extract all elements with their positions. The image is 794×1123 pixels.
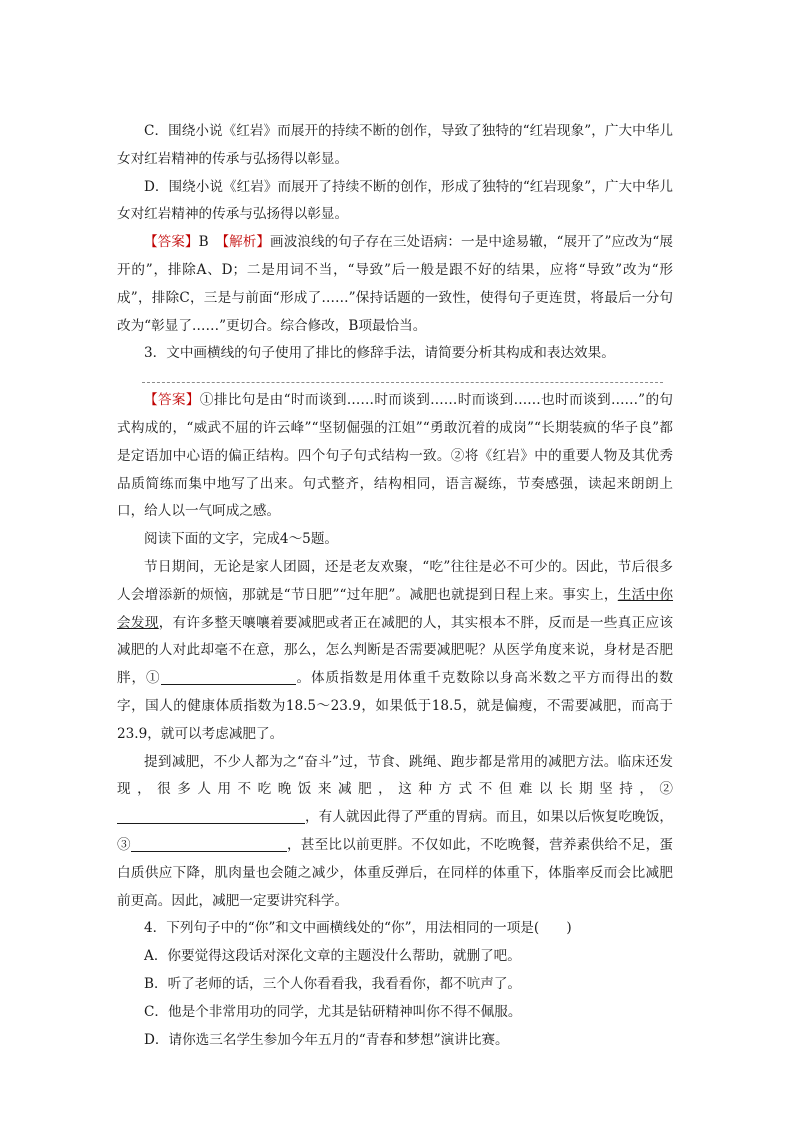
q3-answer-text: ①排比句是由“时而谈到……时而谈到……时而谈到……也时而谈到……”的句式构成的，“威武不屈的许云峰”“坚韧倔强的江姐”“勇敢沉着的成岗”“长期装疯的华子良”都是定语加中心语的偏正结构。四个句子句式结构一致。②将《红岩》中的重要人物及其优秀品质简练而集中地写了出来。句式整齐，结构相同，语言凝练，节奏感强，读起来朗朗上口，给人以一气呵成之感。 xyxy=(117,392,674,520)
p2-text-b: ，有人就因此得了严重的胃病。而且，如果以后恢复吃晚饭，③ xyxy=(117,809,673,853)
p2-text-c: ，甚至比以前更胖。不仅如此，不吃晚餐，营养素供给不足，蛋白质供应下降，肌肉量也会随之减少，体重反弹后，在同样的体重下，体脂率反而会比减肥前更高。因此，减肥一定要讲究科学。 xyxy=(117,836,674,909)
analysis-text: 画波浪线的句子存在三处语病：一是中途易辙，“展开了”应改为“展开的”，排除A、D；二是用词不当，“导致”后一般是跟不好的结果，应将“导致”改为“形成”，排除C，三是与前面“形成了……”保持话题的一致性，使得句子更连贯，将最后一分句改为“彰显了……”更切合。综合修改，B项最恰当。 xyxy=(117,234,673,334)
p2-text-a: 提到减肥，不少人都为之“奋斗”过，节食、跳绳、跑步都是常用的减肥方法。临床还发现，很多人用不吃晚饭来减肥，这种方式不但难以长期坚持，② xyxy=(117,753,673,798)
q2-option-c: C．围绕小说《红岩》而展开的持续不断的创作，导致了独特的“红岩现象”，广大中华儿女对红岩精神的传承与弘扬得以彰显。 xyxy=(117,123,673,167)
passage-paragraph-1 xyxy=(117,554,673,749)
p1-text-c: 。体质指数是用体重千克数除以身高米数之平方而得出的数字，国人的健康体质指数为18.5～23.9，如果低于18.5，就是偏瘦，不需要减肥，而高于23.9，就可以考虑减肥了。 xyxy=(117,670,674,742)
q4-question: 4．下列句子中的“你”和文中画横线处的“你”，用法相同的一项是( ) xyxy=(144,920,572,937)
p1-text-b: ，有许多整天嚷嚷着要减肥或者正在减肥的人，其实根本不胖，反而是一些真正应该减肥的人对此却毫不在意，那么，怎么判断是否需要减肥呢？从医学角度来说，身材是否肥胖，① xyxy=(117,614,674,687)
q3-answer xyxy=(117,387,673,526)
answer-value: B xyxy=(198,234,223,251)
document-body xyxy=(117,118,673,1054)
q4-option-d: D．请你选三名学生参加今年五月的“青春和梦想”演讲比赛。 xyxy=(144,1031,509,1048)
q2-answer-analysis xyxy=(117,229,673,340)
passage-paragraph-2 xyxy=(117,749,673,916)
q4-option-c: C．他是个非常用功的同学，尤其是钻研精神叫你不得不佩服。 xyxy=(144,1003,522,1020)
q3-question: 3．文中画横线的句子使用了排比的修辞手法，请简要分析其构成和表达效果。 xyxy=(144,345,615,362)
analysis-tag: 【解析】 xyxy=(222,234,271,251)
answer-tag: 【答案】 xyxy=(144,392,200,409)
reading-intro: 阅读下面的文字，完成4～5题。 xyxy=(144,531,339,548)
answer-tag: 【答案】 xyxy=(144,234,199,251)
q2-option-d: D．围绕小说《红岩》而展开了持续不断的创作，形成了独特的“红岩现象”，广大中华儿女对红岩精神的传承与弘扬得以彰显。 xyxy=(117,178,673,223)
q4-option-b: B．听了老师的话，三个人你看看我，我看看你，都不吭声了。 xyxy=(144,975,522,992)
fill-blank-1 xyxy=(161,669,296,685)
p1-text-a: 节日期间，无论是家人团圆，还是老友欢聚，“吃”往往是必不可少的。因此，节后很多人会增添新的烦恼，那就是“节日肥”“过年肥”。减肥也就提到日程上来。事实上， xyxy=(117,558,673,603)
fill-blank-2 xyxy=(117,808,305,824)
q4-option-a: A．你要觉得这段话对深化文章的主题没什么帮助，就删了吧。 xyxy=(144,948,521,965)
fill-blank-3 xyxy=(131,836,287,852)
underlined-phrase: 生活中你会发现 xyxy=(117,586,674,631)
